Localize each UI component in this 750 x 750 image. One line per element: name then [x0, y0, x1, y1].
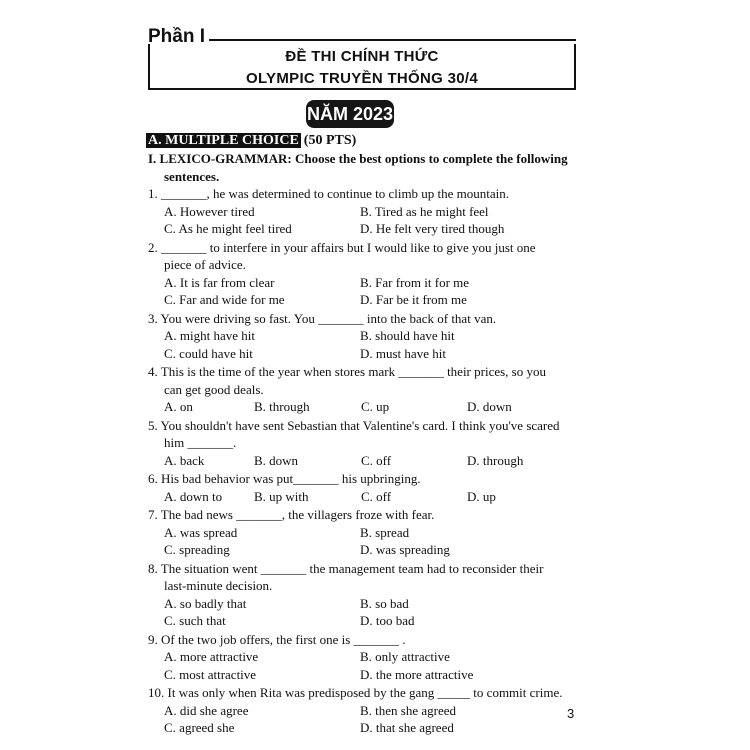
answer-option-a[interactable]: A. so badly that: [164, 595, 247, 611]
answer-option-c[interactable]: C. As he might feel tired: [164, 221, 292, 236]
question-item: [148, 506, 578, 559]
question-stem: 6. His bad behavior was put_______ his upbringing.: [148, 471, 421, 486]
instruction: [148, 150, 578, 185]
answer-option-b[interactable]: B. only attractive: [360, 649, 450, 664]
answer-options: [148, 648, 578, 683]
answer-option-a[interactable]: A. down to: [164, 488, 223, 504]
answer-options: [148, 488, 578, 506]
answer-option-a[interactable]: A. was spread: [164, 524, 238, 540]
answer-options: [148, 524, 578, 559]
question-stem-continued: last-minute decision.: [164, 578, 273, 593]
answer-option-c[interactable]: C. Far and wide for me: [164, 292, 285, 307]
answer-option-c[interactable]: C. up: [361, 399, 390, 414]
answer-option-a[interactable]: A. back: [164, 452, 205, 468]
answer-option-d[interactable]: D. too bad: [360, 613, 415, 628]
answer-option-d[interactable]: D. was spreading: [360, 542, 450, 557]
answer-option-b[interactable]: B. Tired as he might feel: [360, 203, 489, 219]
answer-options: [148, 203, 578, 238]
exam-subtitle: OLYMPIC TRUYỀN THỐNG 30/4: [246, 70, 478, 87]
answer-option-b[interactable]: B. through: [254, 399, 310, 414]
instruction-line: sentences.: [164, 168, 220, 184]
answer-option-d[interactable]: D. that she agreed: [360, 720, 454, 735]
question-stem: 10. It was only when Rita was predisposed by the gang _____ to commit crime.: [148, 685, 563, 700]
page-number: 3: [567, 706, 575, 721]
question-item: [148, 310, 578, 363]
question-item: [148, 470, 578, 505]
answer-options: [148, 702, 578, 737]
question-stem: 1. _______, he was determined to continue to climb up the mountain.: [148, 186, 510, 201]
answer-option-c[interactable]: C. spreading: [164, 542, 230, 557]
answer-option-c[interactable]: C. such that: [164, 613, 226, 628]
answer-option-d[interactable]: D. up: [467, 488, 496, 504]
question-item: [148, 631, 578, 684]
answer-option-d[interactable]: D. must have hit: [360, 345, 446, 361]
question-stem: 7. The bad news _______, the villagers froze with fear.: [148, 507, 435, 522]
question-item: [148, 417, 578, 470]
answer-option-a[interactable]: A. did she agree: [164, 702, 249, 718]
answer-options: [148, 327, 578, 362]
question-stem: 2. _______ to interfere in your affairs but I would like to give you just one: [148, 239, 536, 255]
question-stem-continued: piece of advice.: [164, 257, 246, 272]
part-rule: [202, 39, 576, 41]
answer-option-a[interactable]: A. It is far from clear: [164, 274, 275, 290]
question-item: [148, 363, 578, 416]
answer-option-c[interactable]: C. most attractive: [164, 666, 257, 682]
question-list: [148, 185, 578, 737]
year-badge: NĂM 2023: [306, 100, 394, 128]
answer-option-b[interactable]: B. down: [254, 452, 299, 468]
question-stem: 5. You shouldn't have sent Sebastian that Valentine's card. I think you've scared: [148, 417, 560, 433]
answer-option-b[interactable]: B. up with: [254, 488, 309, 504]
question-stem: 9. Of the two job offers, the first one is _______ .: [148, 631, 406, 647]
answer-options: [148, 595, 578, 630]
answer-option-b[interactable]: B. then she agreed: [360, 702, 457, 718]
part-header: [148, 26, 576, 46]
exam-title: ĐỀ THI CHÍNH THỨC: [285, 48, 439, 65]
answer-options: [148, 274, 578, 309]
question-stem-continued: can get good deals.: [164, 381, 264, 397]
part-label: Phần I: [148, 26, 209, 48]
section-title: [146, 132, 356, 150]
question-stem: 4. This is the time of the year when stores mark _______ their prices, so you: [148, 364, 546, 379]
title-box: [148, 44, 576, 90]
answer-option-b[interactable]: B. should have hit: [360, 328, 455, 343]
question-stem-continued: him _______.: [164, 435, 237, 450]
question-item: [148, 684, 578, 737]
question-item: [148, 185, 578, 238]
answer-option-a[interactable]: A. more attractive: [164, 649, 259, 664]
answer-option-d[interactable]: D. He felt very tired though: [360, 221, 505, 236]
answer-option-c[interactable]: C. could have hit: [164, 345, 253, 361]
answer-option-d[interactable]: D. Far be it from me: [360, 292, 467, 307]
question-stem: 8. The situation went _______ the management team had to reconsider their: [148, 560, 544, 576]
answer-option-b[interactable]: B. spread: [360, 524, 410, 540]
answer-option-b[interactable]: B. Far from it for me: [360, 274, 470, 290]
answer-options: [148, 398, 578, 416]
answer-option-c[interactable]: C. off: [361, 452, 392, 468]
question-item: [148, 560, 578, 630]
questions-content: [148, 150, 578, 738]
question-stem: 3. You were driving so fast. You _______ into the back of that van.: [148, 310, 497, 326]
question-item: [148, 239, 578, 309]
section-points: (50 PTS): [303, 133, 357, 148]
answer-option-a[interactable]: A. However tired: [164, 203, 255, 219]
answer-option-a[interactable]: A. on: [164, 399, 193, 414]
answer-options: [148, 452, 578, 470]
answer-option-a[interactable]: A. might have hit: [164, 328, 255, 343]
answer-option-d[interactable]: D. through: [467, 452, 524, 468]
answer-option-c[interactable]: C. off: [361, 488, 392, 504]
instruction-line: I. LEXICO-GRAMMAR: Choose the best options to complete the following: [148, 151, 568, 166]
answer-option-d[interactable]: D. the more attractive: [360, 666, 474, 682]
section-heading: A. MULTIPLE CHOICE: [148, 133, 299, 148]
answer-option-c[interactable]: C. agreed she: [164, 720, 235, 735]
answer-option-d[interactable]: D. down: [467, 399, 512, 414]
answer-option-b[interactable]: B. so bad: [360, 595, 409, 611]
